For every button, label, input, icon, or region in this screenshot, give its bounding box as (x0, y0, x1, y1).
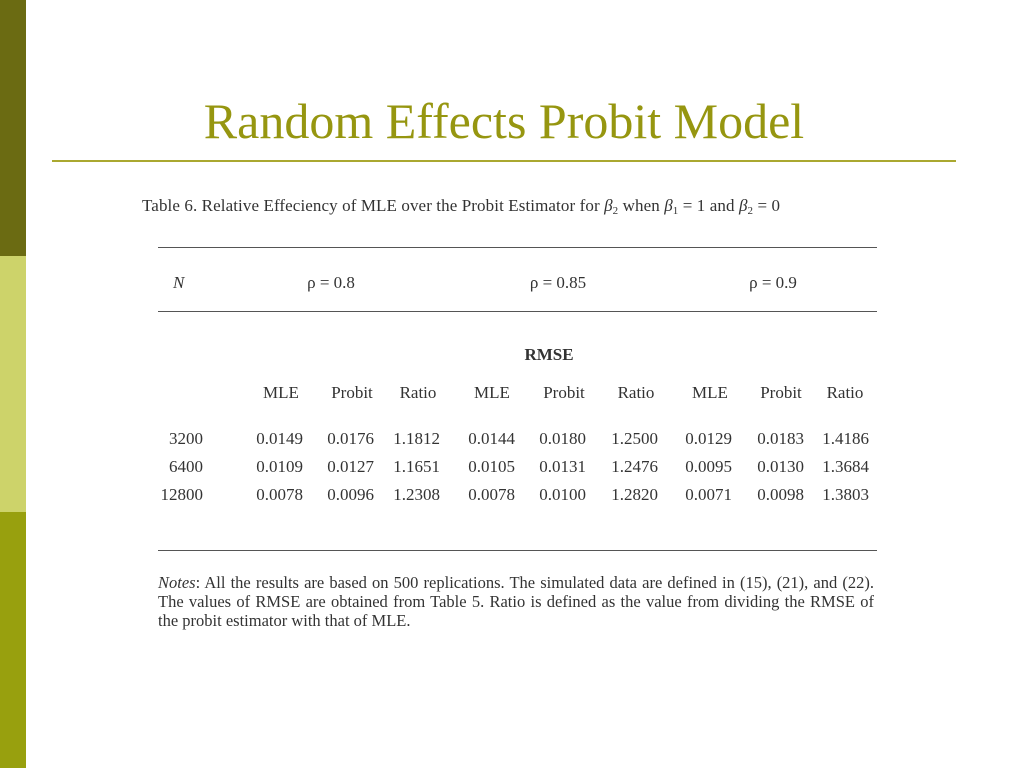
cell-value: 0.0144 (468, 429, 515, 448)
table-bottom-rule (158, 550, 877, 551)
cell-value: 1.3684 (822, 457, 869, 476)
cell-value: 0.0183 (757, 429, 804, 448)
caption-eq1: = 1 and (678, 196, 739, 215)
cell-value: 1.2308 (393, 485, 440, 504)
cell-value: 0.0130 (757, 457, 804, 476)
caption-when: when (618, 196, 665, 215)
col-header-ratio-1: Ratio (399, 383, 437, 402)
cell-value: 0.0109 (256, 457, 303, 476)
cell-value: 0.0105 (468, 457, 515, 476)
cell-value: 0.0078 (468, 485, 515, 504)
row-n: 6400 (169, 457, 203, 476)
table-top-rule (158, 247, 877, 248)
cell-value: 0.0078 (256, 485, 303, 504)
table-mid-rule (158, 311, 877, 312)
cell-value: 1.2820 (611, 485, 658, 504)
rho-label-2: ρ = 0.85 (529, 273, 587, 292)
caption-beta2-symbol: β (604, 196, 613, 215)
sidebar-stripe-bottom (0, 512, 26, 768)
cell-value: 0.0180 (539, 429, 586, 448)
slide-title: Random Effects Probit Model (203, 93, 805, 149)
table-row (0, 429, 1024, 453)
cell-value: 0.0100 (539, 485, 586, 504)
cell-value: 0.0129 (685, 429, 732, 448)
cell-value: 1.3803 (822, 485, 869, 504)
col-header-probit-1: Probit (331, 383, 373, 402)
cell-value: 0.0071 (685, 485, 732, 504)
rho-label-1: ρ = 0.8 (307, 273, 355, 292)
col-header-probit-3: Probit (760, 383, 802, 402)
caption-eq0: = 0 (753, 196, 781, 215)
cell-value: 1.2476 (611, 457, 658, 476)
table-notes (158, 573, 874, 630)
col-header-mle-3: MLE (692, 383, 728, 402)
n-header: N (173, 273, 185, 292)
cell-value: 1.1812 (393, 429, 440, 448)
notes-label: Notes (158, 573, 196, 592)
sidebar-stripe-top (0, 0, 26, 256)
notes-text: : All the results are based on 500 replications. The simulated data are defined in (15), (21), and (22). The values of RMSE are obtained from Table 5. Ratio is defined as the value from dividing the RMSE of the probit estimator with that of MLE. (158, 573, 874, 630)
table-caption: Table 6. Relative Effeciency of MLE over the Probit Estimator for $\beta_2$ when $\beta_1 = 1$ and $\beta_2 = 0$ (142, 196, 781, 217)
title-underline (52, 160, 956, 162)
caption-beta2b-symbol: β (738, 196, 748, 215)
table-row (0, 485, 1024, 509)
cell-value: 0.0176 (327, 429, 374, 448)
table-row (0, 457, 1024, 481)
rmse-section-label: RMSE (524, 345, 574, 364)
row-n: 3200 (169, 429, 203, 448)
cell-value: 0.0098 (757, 485, 804, 504)
cell-value: 0.0127 (327, 457, 374, 476)
cell-value: 0.0131 (539, 457, 586, 476)
cell-value: 0.0095 (685, 457, 732, 476)
cell-value: 0.0096 (327, 485, 374, 504)
caption-beta1-symbol: β (664, 196, 673, 215)
caption-text: Table 6. Relative Effeciency of MLE over the Probit Estimator for (142, 196, 605, 215)
col-header-mle-1: MLE (263, 383, 299, 402)
col-header-ratio-2: Ratio (617, 383, 655, 402)
row-n: 12800 (160, 485, 203, 504)
col-header-mle-2: MLE (474, 383, 510, 402)
col-header-ratio-3: Ratio (826, 383, 864, 402)
col-header-probit-2: Probit (543, 383, 585, 402)
rho-label-3: ρ = 0.9 (749, 273, 797, 292)
cell-value: 1.1651 (393, 457, 440, 476)
cell-value: 1.4186 (822, 429, 869, 448)
cell-value: 0.0149 (256, 429, 303, 448)
cell-value: 1.2500 (611, 429, 658, 448)
